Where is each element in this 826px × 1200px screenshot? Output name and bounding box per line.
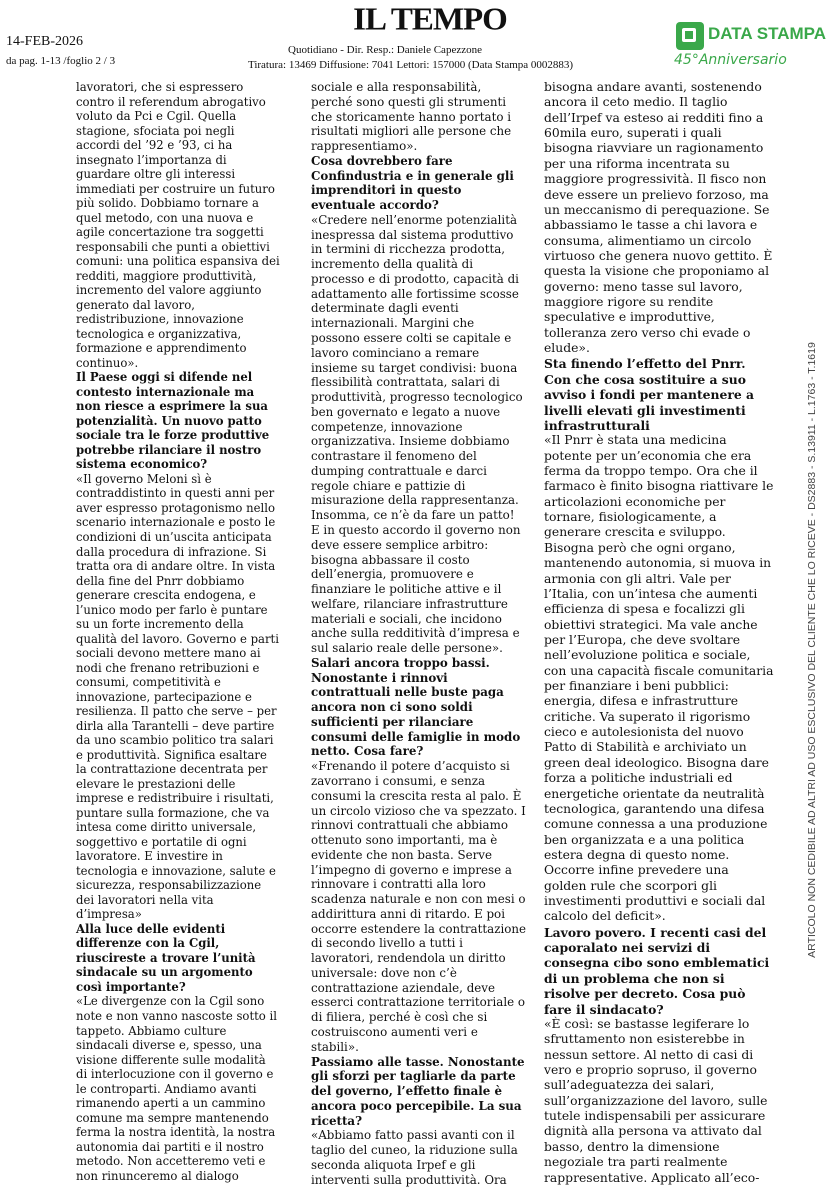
article-column-2: [311, 80, 526, 1187]
logo-anniversary: 45°Anniversario: [674, 52, 787, 68]
sidebar-text: ARTICOLO NON CEDIBILE AD ALTRI AD USO ESCLUSIVO DEL CLIENTE CHE LO RICEVE - DS2883 - S.13911 - L.1763 - T.1619: [806, 342, 818, 958]
article-paragraph: «È così: se bastasse legiferare lo sfruttamento non esisterebbe in nessun settore. Al netto di casi di vero e proprio sopruso, il governo sull’adeguatezza dei salari, sull’organizzazione del lavoro, sulle tutele indispensabili per assicurare dignità alla persona va attivato dal basso, dentro la dimensione negoziale tra parti realmente rappresentative. Applicato all’eco-: [544, 1016, 768, 1185]
article-paragraph: lavoratori, che si espressero contro il referendum abrogativo voluto da Pci e Cgil. Quella stagione, sfociata poi negli accordi del ’92 e ’93, ci ha insegnato l’importanza di guardare oltre gli interessi immediati per costruire un futuro più solido. Dobbiamo tornare a quel metodo, con una nuova e agile concertazione tra soggetti responsabili che punti a obiettivi comuni: una politica espansiva dei redditi, maggiore produttività, incremento del valore aggiunto generato dal lavoro, redistribuzione, innovazione tecnologica e organizzativa, formazione e apprendimento continuo».: [76, 80, 280, 370]
interview-question: Lavoro povero. I recenti casi del caporalato nei servizi di consegna cibo sono emblematici di un problema che non si risolve per decreto. Cosa può fare il sindacato?: [544, 924, 770, 1017]
data-stampa-logo: [674, 22, 826, 74]
interview-question: Salari ancora troppo bassi. Nonostante i rinnovi contrattuali nelle buste paga ancora non ci sono soldi sufficienti per rilanciare consumi delle famiglie in modo netto. Cosa fare?: [311, 655, 521, 759]
data-stampa-mark-icon: [676, 22, 704, 50]
article-paragraph: «Le divergenze con la Cgil sono note e non vanno nascoste sotto il tappeto. Abbiamo culture sindacali diverse e, spesso, una visione differente sulle modalità di interlocuzione con il governo e le controparti. Andiamo avanti rimanendo aperti a un cammino comune ma sempre mantenendo ferma la nostra identità, la nostra autonomia dai partiti e il nostro metodo. Non accetteremo veti e non rinunceremo al dialogo: [76, 994, 277, 1183]
publication-meta: Quotidiano - Dir. Resp.: Daniele Capezzone: [288, 44, 482, 56]
article-paragraph: sociale e alla responsabilità, perché sono questi gli strumenti che storicamente hanno portato i risultati migliori alle persone che rappresentiamo».: [311, 80, 512, 154]
article-column-1: [76, 80, 280, 1183]
article-column-3: [544, 80, 774, 1186]
interview-question: Il Paese oggi si difende nel contesto internazionale ma non riesce a esprimere la sua potenzialità. Un nuovo patto sociale tra le forze produttive potrebbe rilanciare il nostro sistema economico?: [76, 370, 270, 472]
article-paragraph: «Abbiamo fatto passi avanti con il taglio del cuneo, la riduzione sulla seconda aliquota Irpef e gli interventi sulla produttività. Ora: [311, 1128, 518, 1187]
page-info: da pag. 1-13 /foglio 2 / 3: [6, 55, 116, 67]
interview-question: Sta finendo l’effetto del Pnrr. Con che cosa sostituire a suo avviso i fondi per mantenere a livelli elevati gli investimenti infrastrutturali: [544, 356, 754, 433]
article-paragraph: «Credere nell’enorme potenzialità inespressa dal sistema produttivo in termini di ricchezza prodotta, incremento della qualità di processo e di prodotto, capacità di adattamento alle fortissime scosse determinate dagli eventi internazionali. Margini che possono essere colti se capitale e lavoro cominciano a remare insieme su target condivisi: buona flessibilità contrattata, salari di produttività, progresso tecnologico ben governato e legato a nuove competenze, innovazione organizzativa. Insieme dobbiamo contrastare il fenomeno del dumping contrattuale e darci regole chiare e pattizie di misurazione della rappresentanza. Insomma, ce n’è da fare un patto! E in questo accordo il governo non deve essere semplice arbitro: bisogna abbassare il costo dell’energia, promuovere e finanziare le politiche attive e il welfare, rilanciare infrastrutture materiali e sociali, che incidono anche sulla redditività d’impresa e sul salario reale delle persone».: [311, 212, 523, 656]
article-paragraph: «Il governo Meloni sì è contraddistinto in questi anni per aver espresso protagonismo nello scenario internazionale e posto le condizioni di un’uscita anticipata dalla procedura di infrazione. Si tratta ora di andare oltre. In vista della fine del Pnrr dobbiamo generare crescita endogena, e l’unico modo per farlo è puntare su un forte incremento della qualità del lavoro. Governo e parti sociali devono mettere mano ai nodi che frenano retribuzioni e consumi, competitività e innovazione, partecipazione e resilienza. Il patto che serve – per dirla alla Tarantelli – deve partire da uno scambio politico tra salari e produttività. Significa esaltare la contrattazione decentrata per elevare le prestazioni delle imprese e redistribuire i risultati, puntare sulla formazione, che va intesa come diritto universale, soggettivo e portatile di ogni lavoratore. E investire in tecnologia e innovazione, salute e sicurezza, responsabilizzazione dei lavoratori nella vita d’impresa»: [76, 471, 279, 922]
article-paragraph: «Il Pnrr è stata una medicina potente per un’economia che era ferma da troppo tempo. Ora che il farmaco è finito bisogna riattivare le articolazioni economiche per tornare, fisiologicamente, a generare crescita e sviluppo. Bisogna però che ogni organo, mantenendo autonomia, si muova in armonia con gli altri. Vale per l’Italia, con un’intesa che aumenti efficienza di spesa e focalizzi gli obiettivi strategici. Ma vale anche per l’Europa, che deve svoltare nell’evoluzione politica e sociale, con una capacità fiscale comunitaria per finanziare i beni pubblici: energia, difesa e infrastrutture critiche. Va superato il rigorismo cieco e autolesionista del nuovo Patto di Stabilità e archiviato un green deal ideologico. Bisogna dare forza a politiche industriali ed energetiche orientate da neutralità tecnologica, garantendo una difesa comune connessa a una produzione ben organizzata e a una politica estera degna di questo nome. Occorre infine prevedere una golden rule che scorpori gli investimenti produttivi e sociali dal calcolo del deficit».: [544, 433, 774, 924]
logo-name: DATA STAMPA: [708, 24, 826, 43]
interview-question: Alla luce delle evidenti differenze con la Cgil, riuscireste a trovare l’unità sindacale su un argomento così importante?: [76, 921, 256, 994]
circulation-meta: Tiratura: 13469 Diffusione: 7041 Lettori: 157000 (Data Stampa 0002883): [248, 59, 574, 71]
interview-question: Cosa dovrebbero fare Confindustria e in generale gli imprenditori in questo eventuale accordo?: [311, 153, 514, 213]
copyright-sidebar: [797, 150, 826, 1150]
article-paragraph: bisogna andare avanti, sostenendo ancora il ceto medio. Il taglio dell’Irpef va esteso ai redditi fino a 60mila euro, superati i quali bisogna riavviare un ragionamento per una riforma incentrata su maggiore progressività. Il fisco non deve essere un prelievo forzoso, ma un meccanismo di perequazione. Se abbassiamo le tasse a chi lavora e consuma, alimentiamo un circolo virtuoso che genera nuovo gettito. È questa la visione che proponiamo al governo: meno tasse sul lavoro, maggiore rigore su rendite speculative e improduttive, tolleranza zero verso chi evade o elude».: [544, 80, 773, 356]
masthead-title: IL TEMPO: [353, 2, 507, 38]
date-label: 14-FEB-2026: [6, 34, 83, 49]
article-paragraph: «Frenando il potere d’acquisto si zavorrano i consumi, e senza consumi la crescita resta al palo. È un circolo vizioso che va spezzato. I rinnovi contrattuali che abbiamo ottenuto sono importanti, ma è evidente che non basta. Serve l’impegno di governo e imprese a rinnovare i contratti alla loro scadenza naturale e non con mesi o addirittura anni di ritardo. E poi occorre estendere la contrattazione di secondo livello a tutti i lavoratori, rendendola un diritto universale: dove non c’è contrattazione aziendale, deve esserci contrattazione territoriale o di filiera, perché è così che si costruiscono aumenti veri e stabili».: [311, 759, 526, 1054]
interview-question: Passiamo alle tasse. Nonostante gli sforzi per tagliarle da parte del governo, l’effetto finale è ancora poco percepibile. La sua ricetta?: [311, 1054, 525, 1128]
